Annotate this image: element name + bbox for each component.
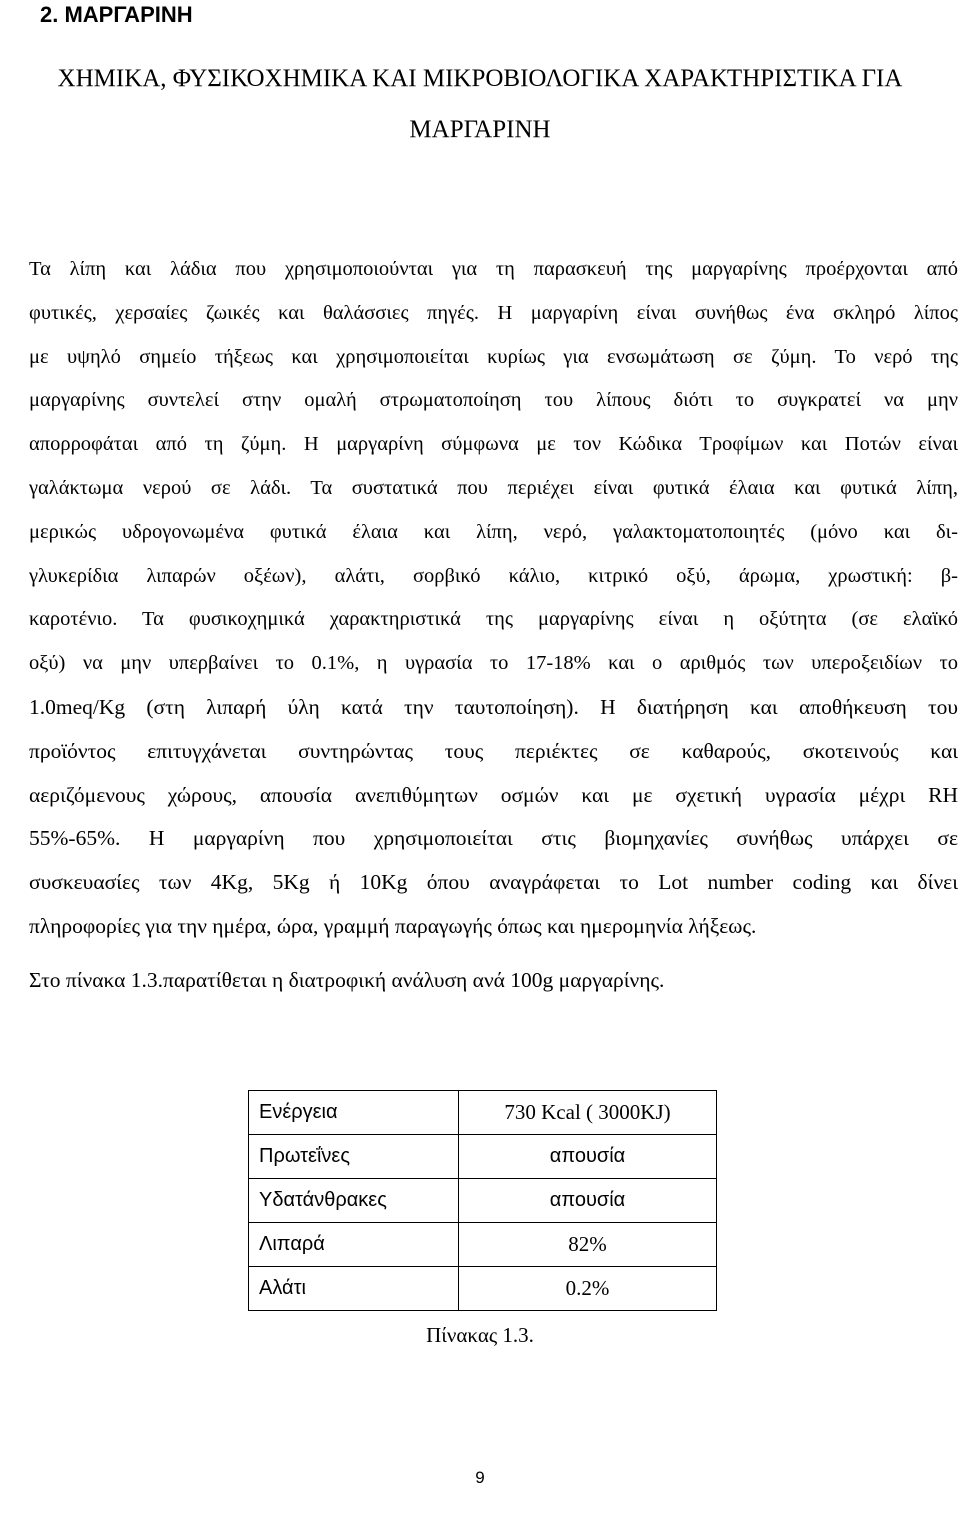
subtitle-line-2: ΜΑΡΓΑΡΙΝΗ	[409, 116, 551, 143]
table-cell-value: 0.2%	[459, 1267, 717, 1311]
paragraph-line: με υψηλό σημείο τήξεως και χρησιμοποιείται κυρίως για ενσωμάτωση σε ζύμη. Το νερό της	[29, 345, 958, 368]
section-heading: 2. ΜΑΡΓΑΡΙΝΗ	[40, 2, 193, 27]
table-row	[249, 1179, 717, 1223]
paragraph-line: προϊόντος επιτυγχάνεται συντηρώντας τους περιέκτες σε καθαρούς, σκοτεινούς και	[29, 738, 958, 763]
table-cell-label: Πρωτεΐνες	[249, 1135, 459, 1179]
table-row	[249, 1267, 717, 1311]
table-cell-value: 82%	[459, 1223, 717, 1267]
table-row	[249, 1223, 717, 1267]
paragraph-line: 1.0meq/Kg (στη λιπαρή ύλη κατά την ταυτοποίηση). Η διατήρηση και αποθήκευση του	[29, 694, 958, 719]
table-cell-label: Υδατάνθρακες	[249, 1179, 459, 1223]
table-cell-value: απουσία	[459, 1179, 717, 1223]
table-cell-value: απουσία	[459, 1135, 717, 1179]
paragraph-line: μαργαρίνης συντελεί στην ομαλή στρωματοποίηση του λίπους διότι το συγκρατεί να μην	[29, 389, 958, 412]
paragraph-line: πληροφορίες για την ημέρα, ώρα, γραμμή παραγωγής όπως και ημερομηνία λήξεως.	[29, 913, 757, 938]
table-row	[249, 1091, 717, 1135]
table-cell-label: Αλάτι	[249, 1267, 459, 1311]
paragraph-line: αεριζόμενους χώρους, απουσία ανεπιθύμητων οσμών και με σχετική υγρασία μέχρι RH	[29, 782, 958, 807]
page-number: 9	[475, 1468, 485, 1487]
paragraph-line: συσκευασίες των 4Kg, 5Kg ή 10Kg όπου αναγράφεται το Lot number coding και δίνει	[29, 870, 958, 895]
table-row	[249, 1135, 717, 1179]
table-cell-label: Λιπαρά	[249, 1223, 459, 1267]
paragraph-line: γαλάκτωμα νερού σε λάδι. Τα συστατικά που περιέχει είναι φυτικά έλαια και φυτικά λίπη,	[29, 476, 958, 499]
paragraph-line: φυτικές, χερσαίες ζωικές και θαλάσσιες πηγές. Η μαργαρίνη είναι συνήθως ένα σκληρό λίπος	[29, 301, 958, 324]
paragraph-line: 55%-65%. Η μαργαρίνη που χρησιμοποιείται στις βιομηχανίες συνήθως υπάρχει σε	[29, 826, 958, 851]
paragraph-line: Τα λίπη και λάδια που χρησιμοποιούνται για τη παρασκευή της μαργαρίνης προέρχονται από	[29, 258, 958, 280]
subtitle-line-1: ΧΗΜΙΚΑ, ΦΥΣΙΚΟΧΗΜΙΚΑ ΚΑΙ ΜΙΚΡΟΒΙΟΛΟΓΙΚΑ ΧΑΡΑΚΤΗΡΙΣΤΙΚΑ ΓΙΑ	[57, 65, 903, 92]
table-cell-label: Ενέργεια	[249, 1091, 459, 1135]
body-paragraph	[29, 248, 958, 949]
paragraph-line: μερικώς υδρογονωμένα φυτικά έλαια και λίπη, νερό, γαλακτοματοποιητές (μόνο και δι-	[29, 520, 958, 543]
paragraph-line: οξύ) να μην υπερβαίνει το 0.1%, η υγρασία το 17-18% και ο αριθμός των υπεροξειδίων το	[29, 652, 958, 675]
paragraph-line: καροτένιο. Τα φυσικοχημικά χαρακτηριστικά της μαργαρίνης είναι η οξύτητα (σε ελαϊκό	[29, 608, 958, 631]
table-intro: Στο πίνακα 1.3.παρατίθεται η διατροφική ανάλυση ανά 100g μαργαρίνης.	[29, 968, 665, 992]
table-caption: Πίνακας 1.3.	[426, 1323, 534, 1347]
paragraph-line: γλυκερίδια λιπαρών οξέων), αλάτι, σορβικό κάλιο, κιτρικό οξύ, άρωμα, χρωστική: β-	[29, 564, 958, 587]
nutrition-table	[248, 1090, 717, 1311]
paragraph-line: απορροφάται από τη ζύμη. Η μαργαρίνη σύμφωνα με τον Κώδικα Τροφίμων και Ποτών είναι	[29, 433, 958, 456]
table-cell-value: 730 Kcal ( 3000KJ)	[459, 1091, 717, 1135]
